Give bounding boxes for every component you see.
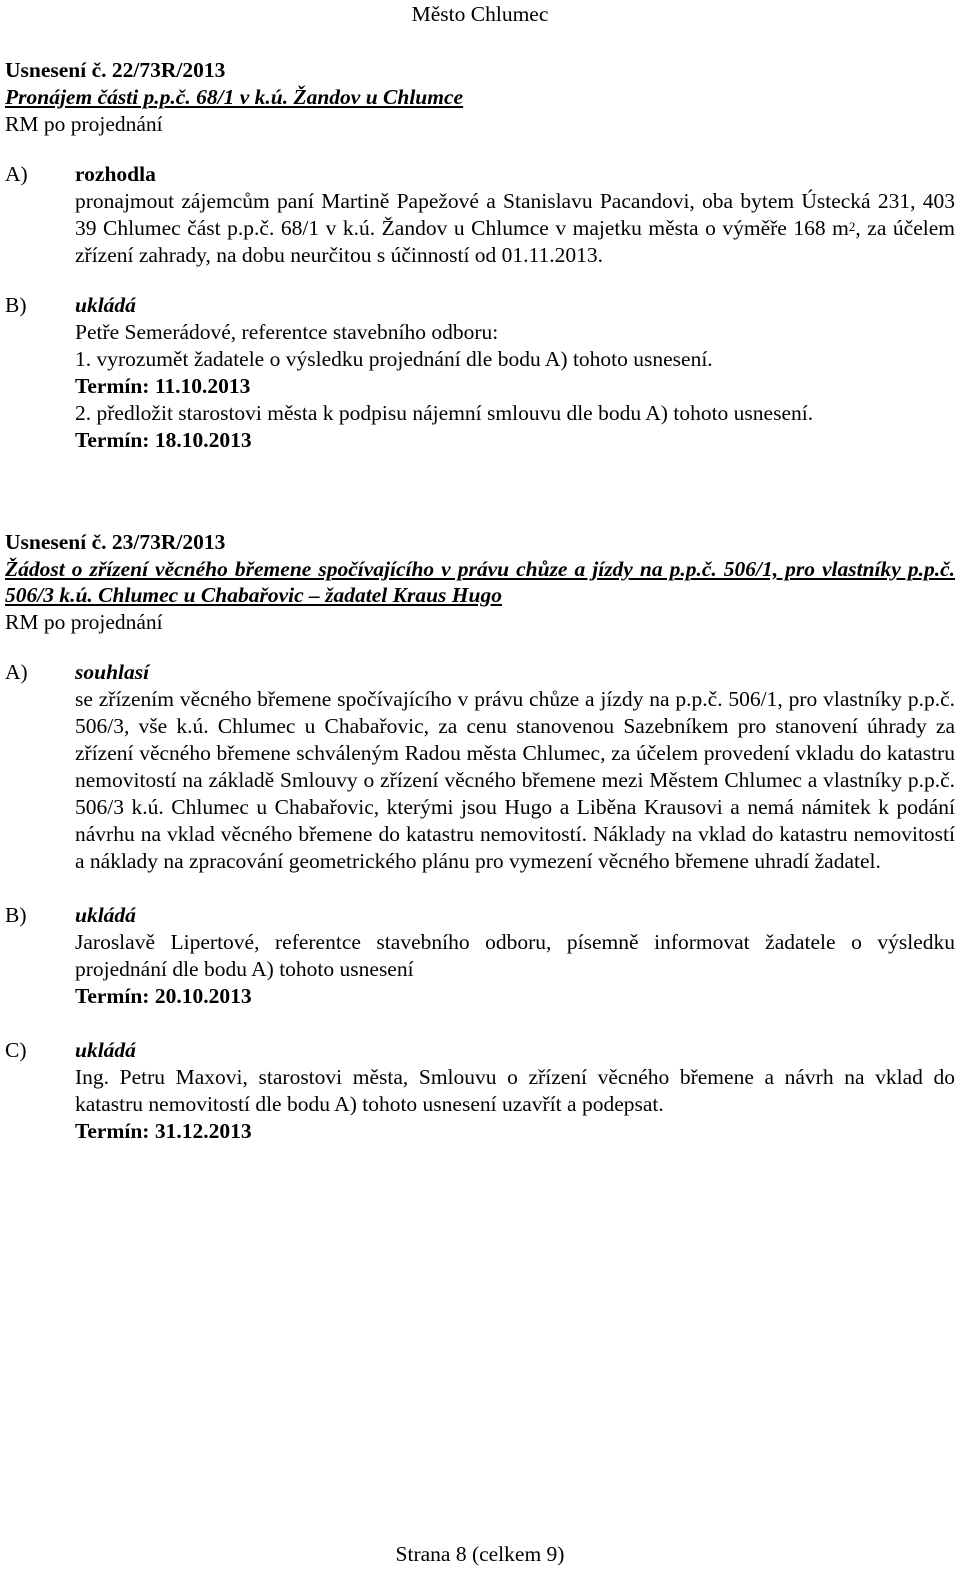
point-text: Ing. Petru Maxovi, starostovi města, Smlouvu o zřízení věcného břemene a návrh na vklad do katastru nemovitostí dle bodu A) tohoto usnesení uzavřít a podepsat. <box>75 1065 955 1116</box>
point-a <box>5 160 955 269</box>
deadline-1: Termín: 11.10.2013 <box>75 374 251 398</box>
point-b <box>5 901 955 1010</box>
resolution-title: Žádost o zřízení věcného břemene spočívajícího v právu chůze a jízdy na p.p.č. 506/1, pro vlastníky p.p.č. 506/3 k.ú. Chlumec u Chabařovic – žadatel Kraus Hugo <box>5 557 955 607</box>
point-text: Jaroslavě Lipertové, referentce stavebního odboru, písemně informovat žadatele o výsledku projednání dle bodu A) tohoto usnesení <box>75 930 955 981</box>
point-label: C) <box>5 1038 27 1062</box>
resolution-number: Usnesení č. 23/73R/2013 <box>5 530 226 554</box>
point-label: B) <box>5 293 27 317</box>
point-text-part: pronajmout zájemcům paní Martině Papežové a Stanislavu Pacandovi, oba bytem Ústecká 231, 403 39 Chlumec část p.p.č. 68/1 v k.ú. Žandov u Chlumce v majetku města o výměře 168 m <box>75 189 955 240</box>
task-1: 1. vyrozumět žadatele o výsledku projednání dle bodu A) tohoto usnesení. <box>75 347 713 371</box>
resolution-title: Pronájem části p.p.č. 68/1 v k.ú. Žandov u Chlumce <box>5 85 464 109</box>
point-c <box>5 1036 955 1145</box>
point-text-part: , za účelem zřízení zahrady, na dobu neurčitou s účinností od 01.11.2013. <box>75 216 955 267</box>
resolution-22 <box>5 56 955 454</box>
point-label: B) <box>5 903 27 927</box>
point-verb: souhlasí <box>75 660 150 684</box>
point-verb: ukládá <box>75 903 136 927</box>
task-2: 2. předložit starostovi města k podpisu nájemní smlouvu dle bodu A) tohoto usnesení. <box>75 401 814 425</box>
point-label: A) <box>5 660 28 684</box>
point-verb: ukládá <box>75 1038 136 1062</box>
point-verb: ukládá <box>75 293 136 317</box>
point-b <box>5 291 955 454</box>
superscript: 2 <box>848 219 856 234</box>
point-verb: rozhodla <box>75 162 156 186</box>
deadline-2: Termín: 18.10.2013 <box>75 428 252 452</box>
deadline: Termín: 31.12.2013 <box>75 1119 252 1143</box>
resolution-intro: RM po projednání <box>5 112 163 136</box>
point-label: A) <box>5 162 28 186</box>
resolution-number: Usnesení č. 22/73R/2013 <box>5 58 226 82</box>
page-footer: Strana 8 (celkem 9) <box>395 1542 565 1566</box>
page-header: Město Chlumec <box>411 2 549 26</box>
resolution-intro: RM po projednání <box>5 610 163 634</box>
deadline: Termín: 20.10.2013 <box>75 984 252 1008</box>
addressee: Petře Semerádové, referentce stavebního odboru: <box>75 320 499 344</box>
point-text: se zřízením věcného břemene spočívajícího v právu chůze a jízdy na p.p.č. 506/1, pro vlastníky p.p.č. 506/3, vše k.ú. Chlumec u Chabařovic, za cenu stanovenou Sazebníkem pro stanovení úhrady za zřízení věcného břemene schváleným Radou města Chlumec, za účelem provedení vkladu do katastru nemovitostí na základě Smlouvy o zřízení věcného břemene mezi Městem Chlumec a vlastníky p.p.č. 506/3 k.ú. Chlumec u Chabařovic, kterými jsou Hugo a Liběna Krausovi a nemá námitek k podání návrhu na vklad věcného břemene do katastru nemovitostí. Náklady na vklad do katastru nemovitostí a náklady na zpracování geometrického plánu pro vymezení věcného břemene uhradí žadatel. <box>75 687 955 873</box>
resolution-23 <box>5 528 955 1145</box>
point-text <box>75 188 955 269</box>
point-a <box>5 658 955 875</box>
